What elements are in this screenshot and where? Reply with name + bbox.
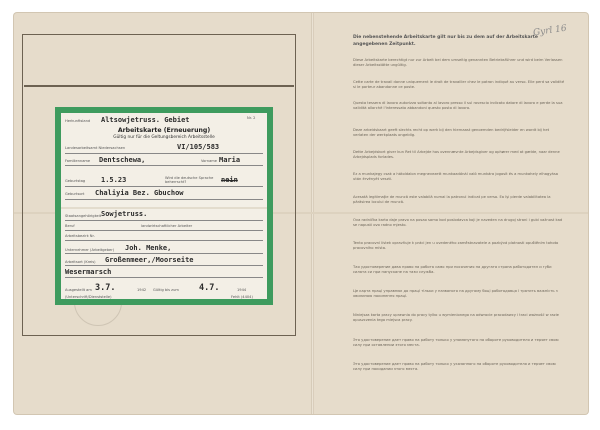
right-heading: Die nebenstehende Arbeitskarte gilt nur bis zu dem auf der Arbeitskarte angegebenen Zeitpunkt. <box>353 35 538 47</box>
geburtstag: 1.5.23 <box>101 176 127 184</box>
footer-left: (Unterschrift/Dienststelle) <box>65 295 112 299</box>
paragraph: Niniejsza karta pracy uprawnia do pracy tylko u wymienionego na odwrocie pracodawcy i traci ważność w razie opuszczenia tego miejsca pracy. <box>353 313 559 323</box>
work-card <box>55 107 273 305</box>
herkunft-label: Herkunftsland <box>65 119 91 123</box>
geburtsort: Chaliyia Bez. Gbuchow <box>95 189 184 197</box>
unternehmer: Joh. Menke, <box>125 244 172 252</box>
familienname: Dentschewa, <box>99 156 146 164</box>
unternehmer-label: Unternehmer (Arbeitgeber) <box>65 248 115 252</box>
gueltig: 4.7. <box>199 283 220 293</box>
paragraph: Diese Arbeitskarte berechtigt nur zur Arbeit bei dem umseitig genannten Betriebsführer und wird beim Verlassen dieser Arbeitsstätte ungültig. <box>353 58 563 68</box>
geburtsort-label: Geburtsort <box>65 192 85 196</box>
card-tear <box>61 207 267 209</box>
herkunft-value: Altsowjetruss. Gebiet <box>101 116 190 124</box>
arbeitsort-label: Arbeitsort (Kreis) <box>65 260 96 264</box>
paragraph: Tento pracovní lístek opravňuje k práci jen u uvedeného zaměstnavatele a pozbývá platnosti opuštěním tohoto pracovního místa. <box>353 241 559 251</box>
footer-right: Fehlt (4404) <box>231 295 253 299</box>
paragraph: Cette carte de travail donne uniquement le droit de travailler chez le patron indiqué au verso. Elle perd sa validité si le porteur abandonne ce poste. <box>353 80 565 90</box>
beruf-label: Beruf <box>65 224 75 228</box>
year-a: 1942 <box>137 288 147 292</box>
paragraph: Это удостоверение дает право на работу только у указанного на обороте руководителя и теряет свою силу при покидании этого места. <box>353 362 556 372</box>
year-b: 1944 <box>237 288 247 292</box>
vorname-label: Vorname <box>201 159 217 163</box>
card-number: VI/105/583 <box>177 143 220 151</box>
vorname: Maria <box>219 156 241 164</box>
paragraph: Тая удостоверение дава право на работа само при посочения на другата страна работодател и губи силата си при напускане на тази служба. <box>353 265 552 275</box>
paragraph: Deze arbeidskaart geeft slechts recht op werk bij den hiernaast genoemden bedrijfsleider en wordt bij het verlaten der werkplaats ongeldig. <box>353 128 550 138</box>
staat: Sowjetruss. <box>101 210 148 218</box>
familienname-label: Familienname <box>65 159 91 163</box>
paragraph: Ez a munkajegy csak a hátoldalon megnevezett munkaadónál való munkára jogosít és a munkahely elhagyása után érvényét veszti. <box>353 172 558 182</box>
card-number-label: Nr. 2 <box>247 116 256 120</box>
ausgestellt: 3.7. <box>95 283 116 293</box>
paragraph: Це карта праці управнює до праці тільки у названого на другому боці роботодавця і тратить важність з хвилиною покинення праці. <box>353 289 558 299</box>
arbeitsort: Großenmeer,/Moorseite <box>105 256 194 264</box>
geburtstag-label: Geburtstag <box>65 179 86 183</box>
handwritten-note: Gyrl 16 <box>532 23 568 39</box>
paragraph: Ova radnička karta daje pravo na posao samo kod poslodavca koji je naveden na drugoj strani i gubi važnost kad se napusti ovo radno mjesto. <box>353 218 563 228</box>
card-title: Arbeitskarte (Erneuerung) <box>117 127 211 134</box>
kreis: Wesermarsch <box>65 268 112 276</box>
paragraph: Это удостоверение дает право на работу только у упомянутого на обороте руководителя и теряет свою силу при оставлении этого места. <box>353 338 559 348</box>
sprache-note: Wird die deutsche Sprache beherrscht? <box>165 176 214 185</box>
sprache-answer: nein <box>221 176 238 184</box>
gueltig-label: Gültig bis zum <box>153 288 179 292</box>
arbeitsamt-label: Arbeitsbezirk Nr. <box>65 234 95 238</box>
card-subtitle: Gültig nur für die Geltungsbereich Arbeitsstelle <box>113 135 215 140</box>
staat-label: Staatsangehörigkeit <box>65 214 102 218</box>
office-label: Landesarbeitsamt Niedersachsen <box>65 146 126 150</box>
ausgestellt-label: Ausgestellt am <box>65 288 92 292</box>
paragraph: Questa tessera di lavoro autorizza soltanto al lavoro presso il sul rovescio indicato datore di lavoro e perde la sua validità allorchè l'interessato abbandoni questo posto di lavoro. <box>353 101 563 111</box>
paragraph: Dette Arbejdskort giver kun Ret til Arbejde hos ovennævnte Arbejdsgiver og ophører med at gælde, naar denne Arbejdsplads forlades. <box>353 150 560 160</box>
beruf-note: landwirtschaftlicher Arbeiter <box>141 224 193 228</box>
paragraph: Acesată legitimaţie de muncă este valabilă numai la patronul indicat pe verso. Ea îşi pierde valabilitatea la părăsirea locului de muncă. <box>353 195 551 205</box>
left-page-rule <box>24 85 294 87</box>
